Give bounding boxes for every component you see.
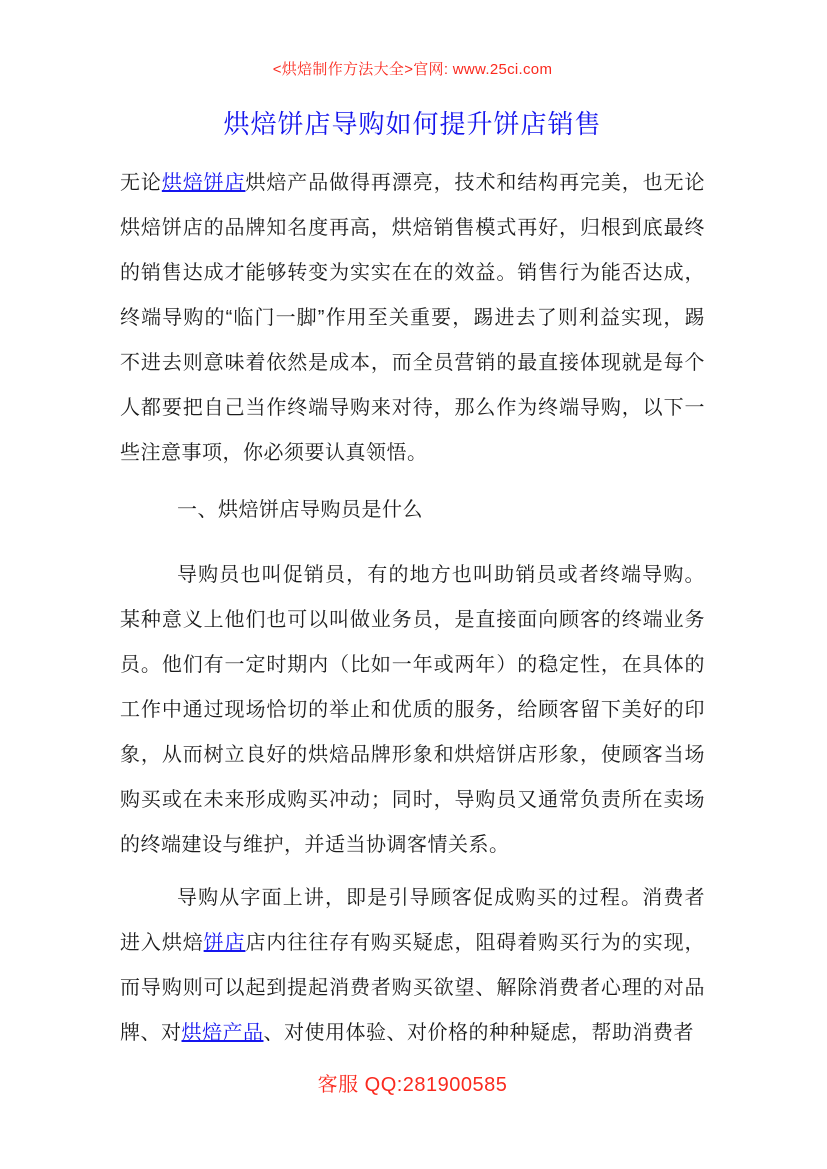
text-run: 、对使用体验、对价格的种种疑虑，帮助消费者 xyxy=(263,1022,694,1044)
text-run: 导购从字面上讲，即是引导顾客促成购买的过程。消费者进入烘焙 xyxy=(120,887,705,954)
paragraph-guide-definition xyxy=(120,876,705,1056)
inline-link[interactable]: 烘焙产品 xyxy=(181,1022,264,1044)
section-heading: 一、烘焙饼店导购员是什么 xyxy=(177,499,423,521)
inline-link[interactable]: 饼店 xyxy=(203,932,246,954)
text-run: 烘焙产品做得再漂亮，技术和结构再完美，也无论烘焙饼店的品牌知名度再高，烘焙销售模式再好，归根到底最终的销售达成才能够转变为实实在在的效益。销售行为能否达成，终端导购的“临门一脚”作用至关重要，踢进去了则利益实现，踢不进去则意味着依然是成本，而全员营销的最直接体现就是每个人都要把自己当作终端导购来对待，那么作为终端导购，以下一些注意事项，你必须要认真领悟。 xyxy=(120,172,706,464)
footer-contact-line: 客服 QQ:281900585 xyxy=(317,1074,508,1096)
paragraph-intro xyxy=(120,161,705,476)
text-run: 无论 xyxy=(120,172,162,194)
inline-link[interactable]: 烘焙饼店 xyxy=(161,172,246,194)
paragraph-promoter-definition xyxy=(120,553,705,868)
text-run: 店内往往存有购买疑虑，阻碍着购买行为的实现，而导购则可以起到提起消费者购买欲望、解除消费者心理的对品牌、对 xyxy=(120,932,706,1044)
text-run: 导购员也叫促销员，有的地方也叫助销员或者终端导购。某种意义上他们也可以叫做业务员，是直接面向顾客的终端业务员。他们有一定时期内（比如一年或两年）的稳定性，在具体的工作中通过现场恰切的举止和优质的服务，给顾客留下美好的印象，从而树立良好的烘焙品牌形象和烘焙饼店形象，使顾客当场购买或在未来形成购买冲动；同时，导购员又通常负责所在卖场的终端建设与维护，并适当协调客情关系。 xyxy=(120,564,705,856)
article-title: 烘焙饼店导购如何提升饼店销售 xyxy=(223,109,602,139)
site-header-line: <烘焙制作方法大全>官网: www.25ci.com xyxy=(272,61,553,78)
